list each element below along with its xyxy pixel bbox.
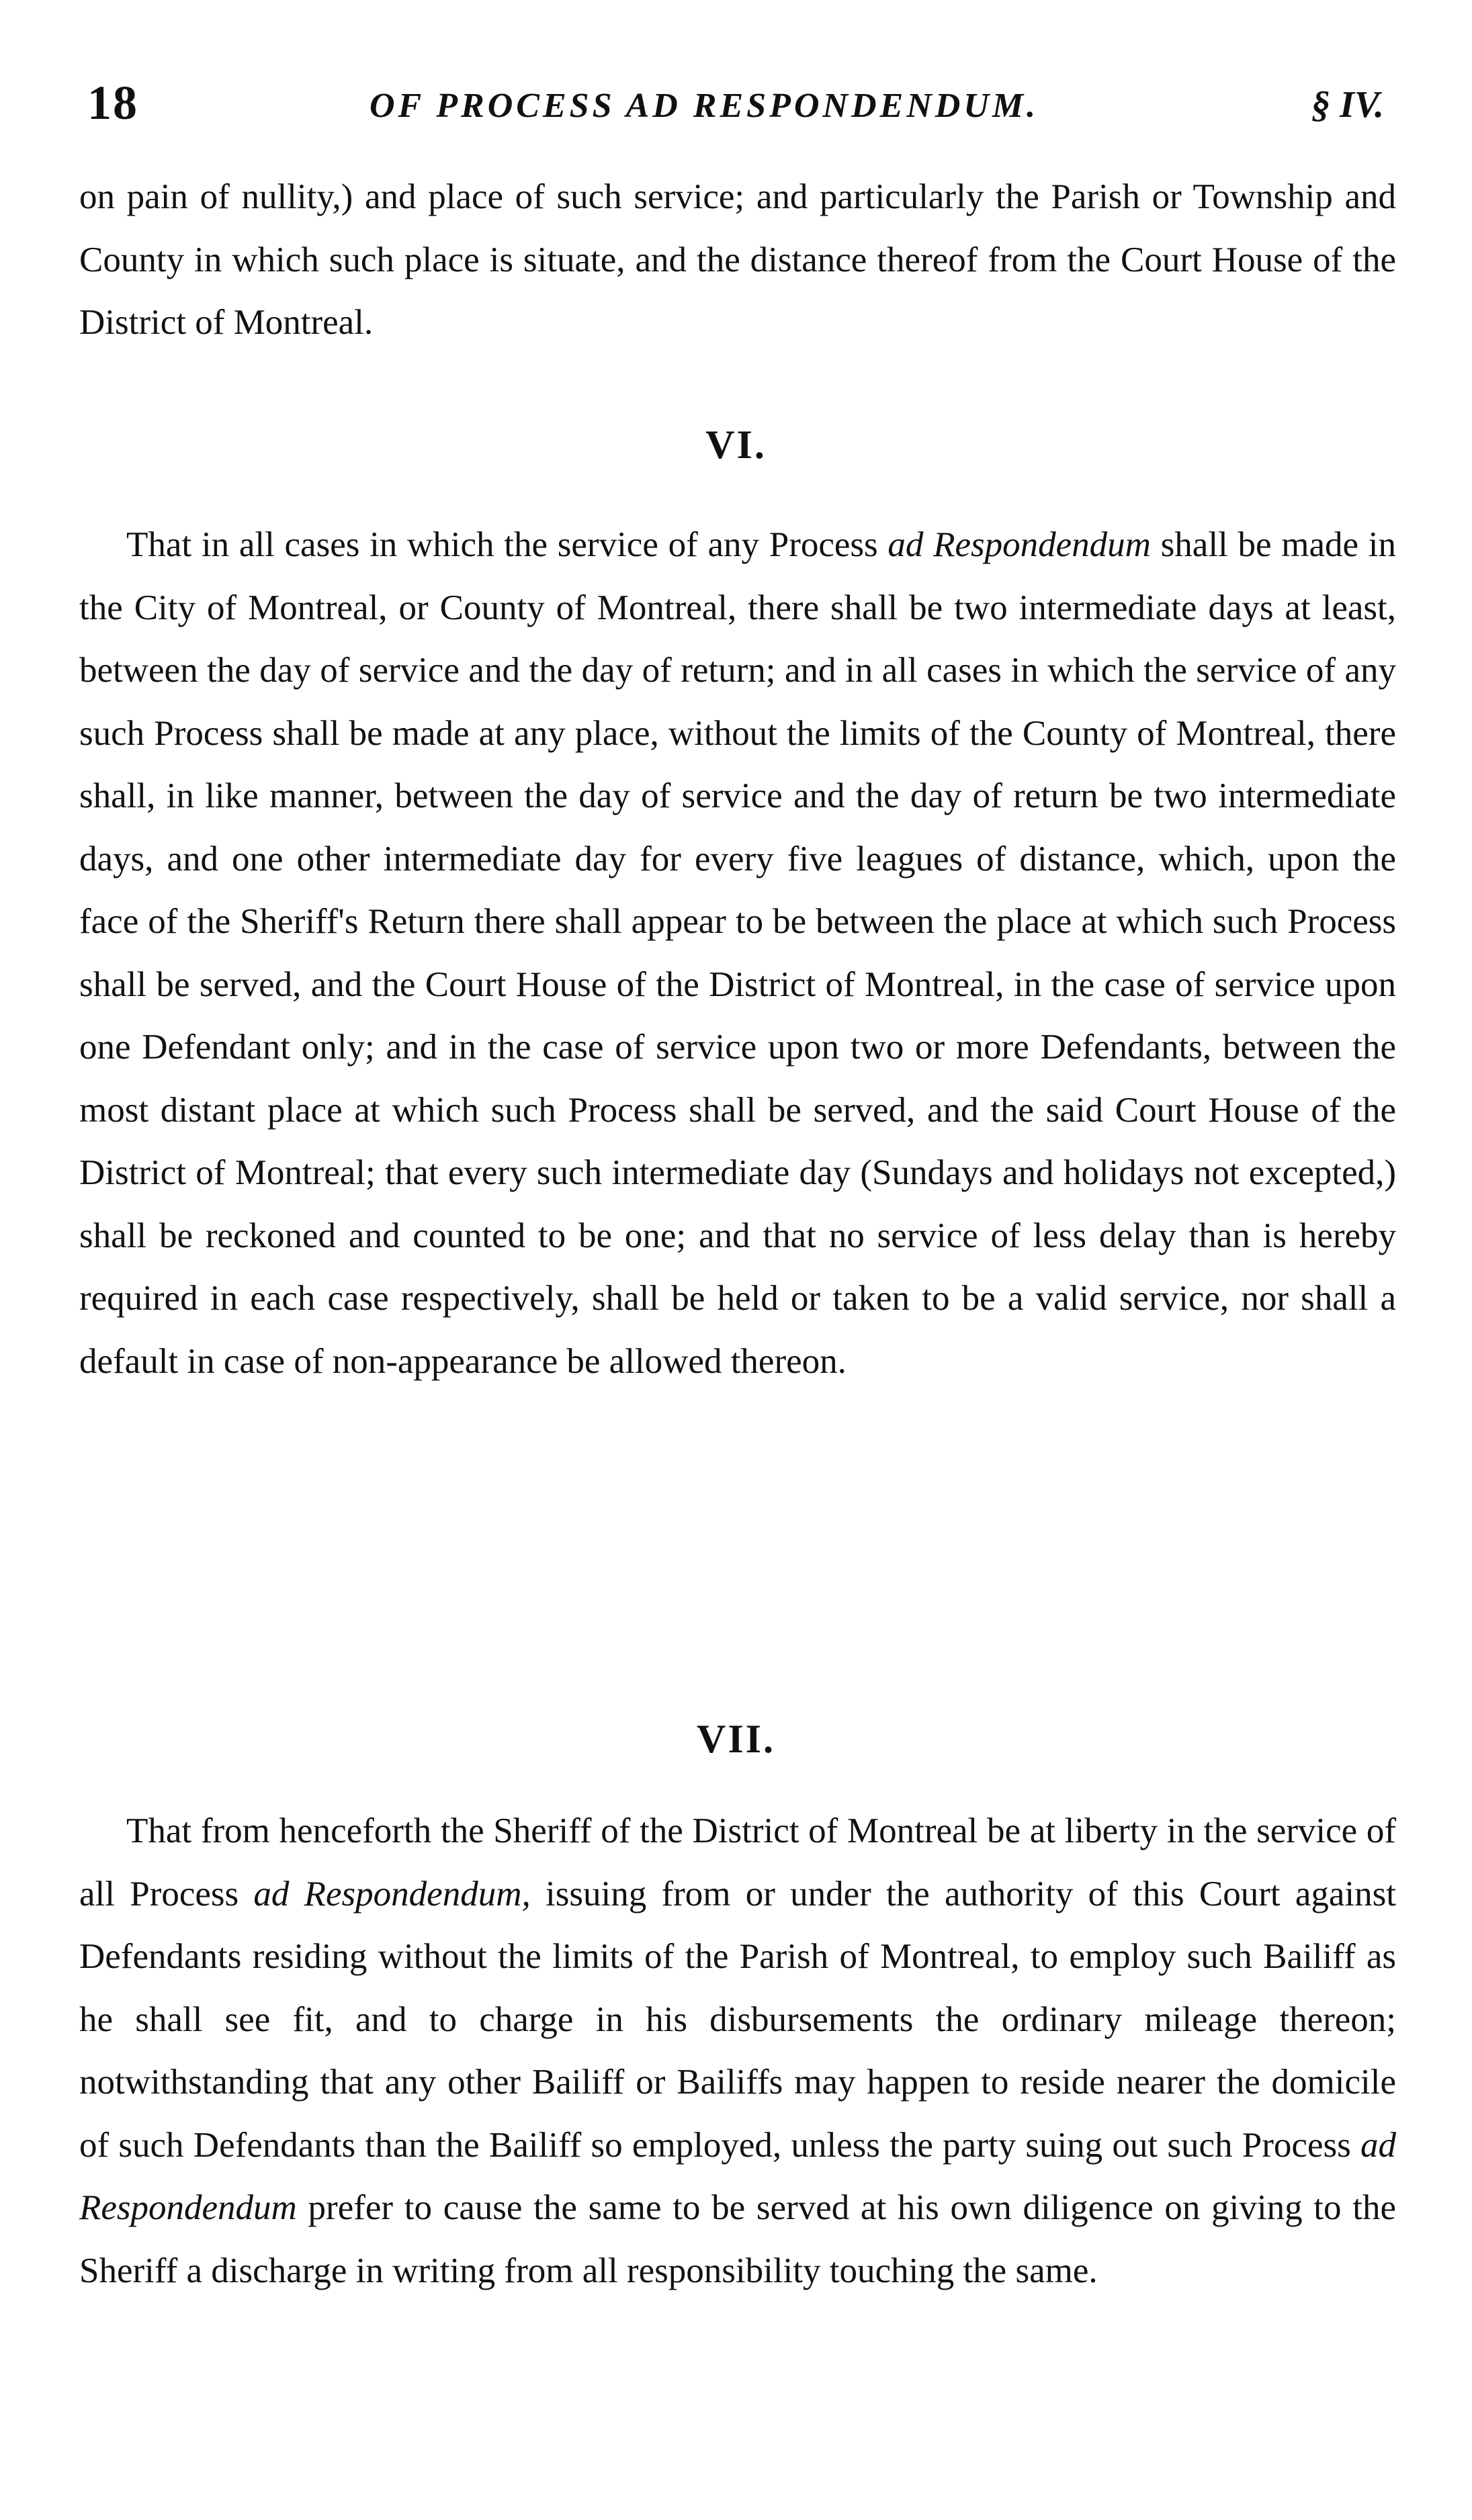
section-heading-vii: VII. [696, 1717, 776, 1761]
section-mark: § IV. [1311, 84, 1384, 126]
section-vii-text-3: prefer to cause the same to be served at his own diligence on giving to the Sheriff a discharge in writing from all responsibility touching the same. [79, 2188, 1396, 2290]
section-vi-text-2: shall be made in the City of Montreal, or County of Montreal, there shall be two intermediate days at least, between the day of service and the day of return; and in all cases in which the service of any such Process shall be made at any place, without the limits of the County of Montreal, there shall, in like manner, between the day of service and the day of return be two intermediate days, and one other intermediate day for every five leagues of distance, which, upon the face of the Sheriff's Return there shall appear to be between the place at which such Process shall be served, and the Court House of the District of Montreal, in the case of service upon one Defendant only; and in the case of service upon two or more Defendants, between the most distant place at which such Process shall be served, and the said Court House of the District of Montreal; that every such intermediate day (Sundays and holidays not excepted,) shall be reckoned and counted to be one; and that no service of less delay than is hereby required in each case respectively, shall be held or taken to be a valid service, nor shall a default in case of non-appearance be allowed thereon. [79, 525, 1396, 1381]
section-vii-text-2: issuing from or under the authority of this Court against Defendants residing without the limits of the Parish of Montreal, to employ such Bailiff as he shall see fit, and to charge in his disbursements the ordinary mileage thereon; notwithstanding that any other Bailiff or Bailiffs may happen to reside nearer the domicile of such Defendants than the Bailiff so employed, unless the party suing out such Process [79, 1874, 1396, 2165]
section-vii-italic-2: ad Respondendum [79, 2125, 1396, 2227]
running-title: OF PROCESS AD RESPONDENDUM. [370, 87, 1039, 125]
section-vii-paragraph [79, 1800, 1396, 2302]
page-header [87, 75, 1384, 136]
section-vi-text-1: That in all cases in which the service of any Process [126, 525, 888, 564]
page-number: 18 [87, 76, 138, 130]
section-vi-paragraph [79, 514, 1396, 1393]
section-vii-italic-1: ad Respondendum, [253, 1874, 531, 1914]
section-vi-italic-1: ad Respondendum [887, 525, 1151, 564]
section-vii-text-1: That from henceforth the Sheriff of the District of Montreal be at liberty in the service of all Process [79, 1811, 1396, 1914]
section-heading-vi: VI. [705, 422, 767, 467]
continued-paragraph: on pain of nullity,) and place of such service; and particularly the Parish or Township and County in which such place is situate, and the distance thereof from the Court House of the District of Montreal. [79, 177, 1396, 342]
